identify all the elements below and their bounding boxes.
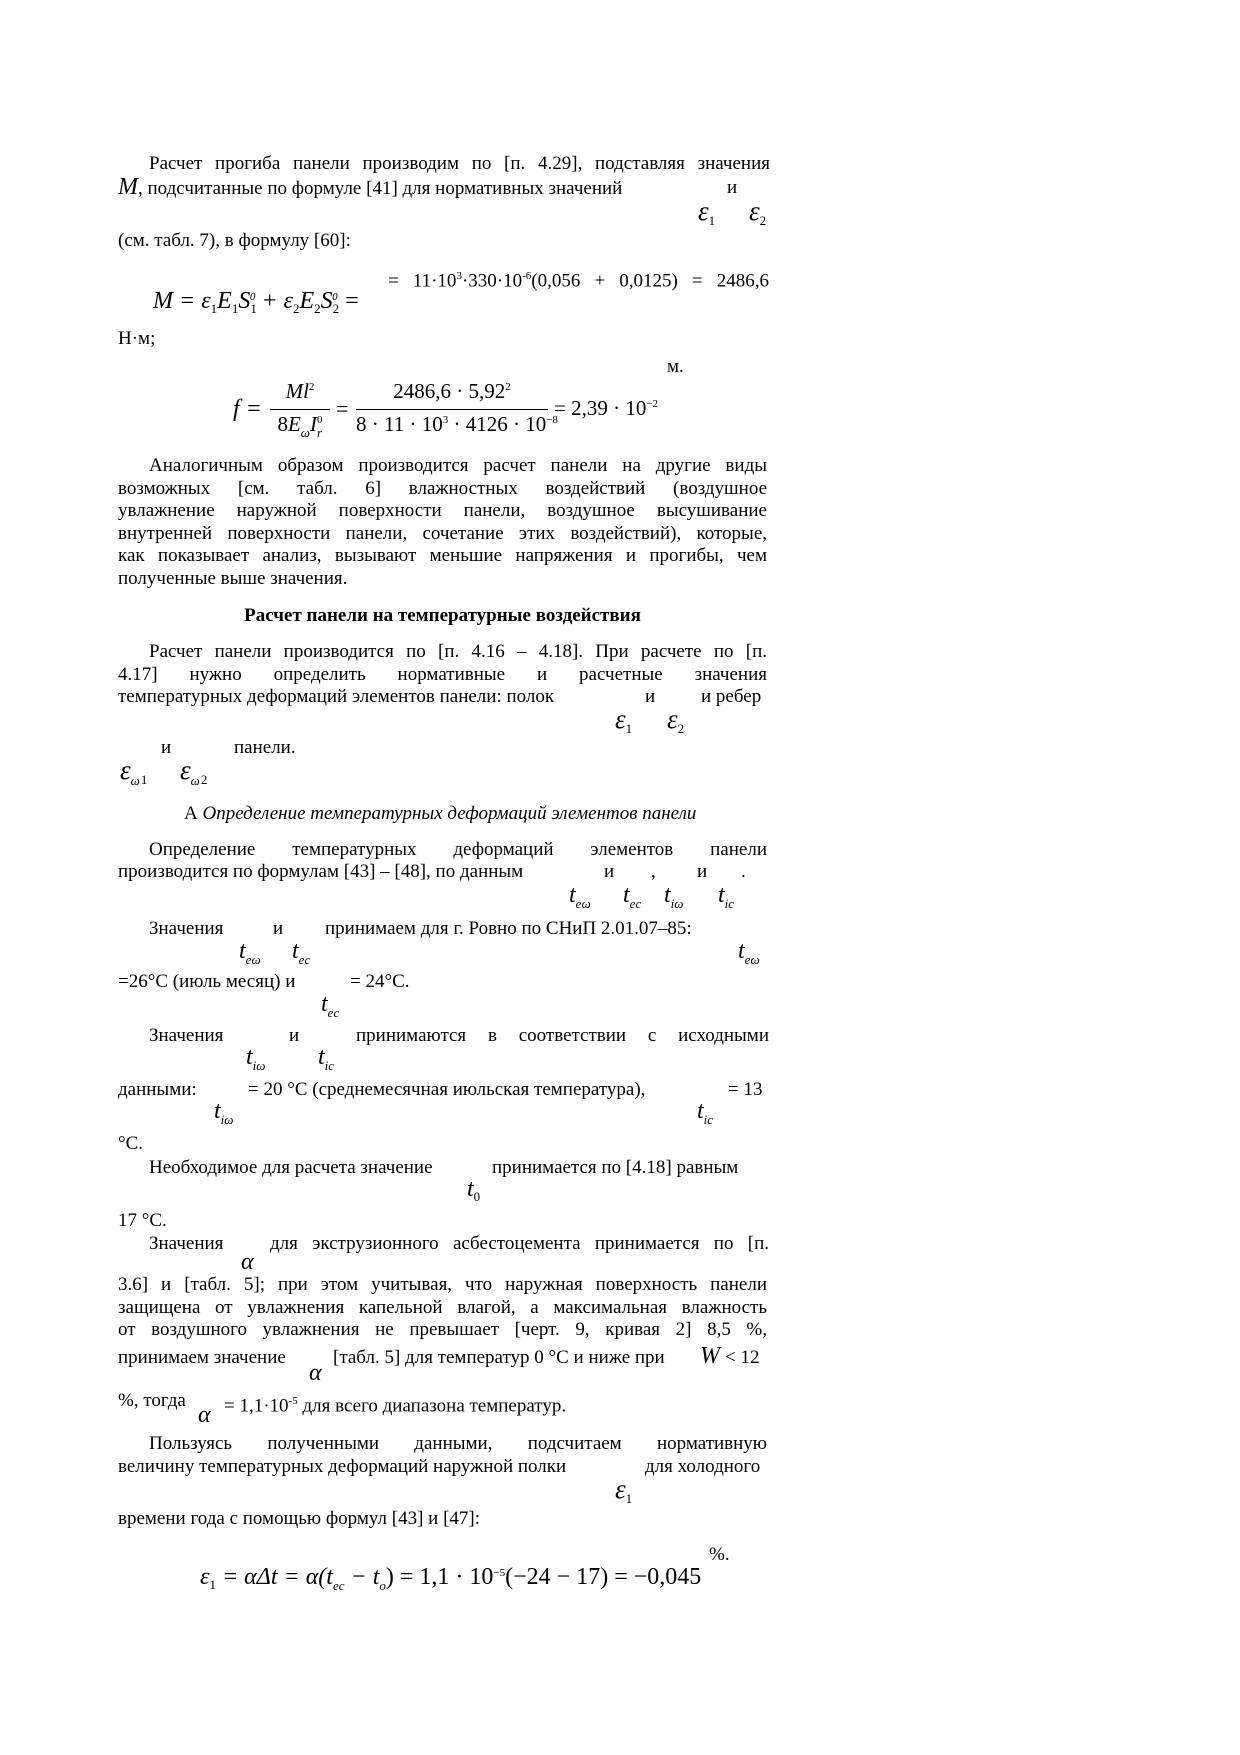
para2-line2: возможных [см. табл. 6] влажностных воздействий (воздушное: [118, 478, 767, 499]
formula-m-unit: Н·м;: [118, 328, 156, 349]
para1-line3: (см. табл. 7), в формулу [60]:: [118, 230, 351, 251]
symbol-eps2: $\varepsilon_2$: [667, 704, 685, 736]
para3-line4-and: и: [161, 737, 172, 758]
para2-last-line: полученные выше значения.: [118, 568, 348, 589]
symbol-t-e-omega: $t_{e\omega}$: [239, 938, 261, 967]
formula-f-bar-left: [270, 409, 330, 410]
formula-f-unit: м.: [667, 356, 684, 377]
formula-f-num-left: Ml$^2$: [285, 379, 315, 403]
para6-line1a: Значения: [149, 1025, 224, 1046]
formula-f-result: = $2,39 \cdot 10^{-2}$: [554, 396, 659, 420]
para6-line1b: принимаются в соответствии с исходными: [356, 1025, 769, 1046]
formula-m-lhs: $M = \varepsilon_1E_1S_1^0 + \varepsilon_2E_2S_2^0$ =: [153, 288, 360, 316]
section-heading: Расчет панели на температурные воздействия: [244, 605, 641, 626]
para7-line1a: Необходимое для расчета значение: [149, 1157, 433, 1178]
formula-f-eq1: =: [336, 396, 349, 421]
symbol-alpha: α: [198, 1402, 211, 1428]
para3-line3a: температурных деформаций элементов панели: полок: [118, 686, 555, 707]
para4-dot: .: [741, 861, 746, 882]
para8-line4: от воздушного увлажнения не превышает [черт. 9, кривая 2] 8,5 %,: [118, 1319, 767, 1340]
symbol-t-ec: $t_{ec}$: [623, 882, 642, 911]
para1-line1: Расчет прогиба панели производим по [п. 4.29], подставляя значения: [149, 153, 770, 174]
para9-line2a: величину температурных деформаций наружной полки: [118, 1456, 567, 1477]
formula-m-rhs: = $11\cdot 10^3\cdot 330\cdot 10^{-6}(0,056 + 0,0125) = 2486,6$: [388, 270, 769, 292]
symbol-eps2: $\varepsilon_2$: [749, 196, 767, 228]
para8-line3: защищена от увлажнения капельной влагой, а максимальная влажность: [118, 1297, 767, 1318]
symbol-W: W: [700, 1343, 720, 1369]
para6-and: и: [289, 1025, 300, 1046]
para8-line6: = $1,1\cdot 10^{-5}$ для всего диапазона температур.: [224, 1395, 567, 1417]
para2-line4: внутренней поверхности панели, сочетание этих воздействий), которые,: [118, 523, 767, 544]
para1-and: и: [727, 177, 738, 198]
formula-f-den-right: $8 \cdot 11 \cdot 10^3 \cdot 4126 \cdot 10^{-8}$: [356, 412, 558, 436]
para9-line2b: для холодного: [645, 1456, 761, 1477]
para6-line2b: = 20 °С (среднемесячная июльская температура),: [248, 1079, 646, 1100]
para7-line2: 17 °С.: [118, 1210, 167, 1231]
para4-and1: и: [604, 861, 615, 882]
para8-line5b: [табл. 5] для температур 0 °С и ниже при: [333, 1347, 665, 1368]
para6-line3: °С.: [118, 1133, 144, 1154]
para4-comma: ,: [651, 861, 656, 882]
symbol-t-e-omega: $t_{e\omega}$: [738, 938, 760, 967]
symbol-t-ec: $t_{ec}$: [292, 938, 311, 967]
para4-and2: и: [697, 861, 708, 882]
para3-line4b: панели.: [234, 737, 296, 758]
formula-f-den-left: $8E_\omega I_r^0$: [277, 412, 323, 440]
para2-line3: увлажнение наружной поверхности панели, воздушное высушивание: [118, 500, 767, 521]
symbol-eps-omega1: $\varepsilon_{\omega 1}$: [120, 755, 148, 788]
formula-f-lhs: f =: [233, 396, 262, 422]
formula-f-num-right: $2486,6 \cdot 5,92^2$: [393, 379, 511, 403]
para5-line1b: принимаем для г. Ровно по СНиП 2.01.07–85:: [325, 918, 692, 939]
formula-f-bar-right: [356, 409, 548, 410]
symbol-t-i-omega: $t_{i\omega}$: [214, 1098, 234, 1127]
para7-line1b: принимается по [4.18] равным: [492, 1157, 739, 1178]
para3-line3b: и ребер: [701, 686, 762, 707]
symbol-eps1: $\varepsilon_1$: [615, 704, 633, 736]
symbol-eps1: $\varepsilon_1$: [698, 196, 716, 228]
symbol-t-ic: $t_{ic}$: [697, 1098, 714, 1127]
para8-line1a: Значения: [149, 1233, 224, 1254]
para8-line5a: принимаем значение: [118, 1347, 286, 1368]
para8-line2: 3.6] и [табл. 5]; при этом учитывая, что наружная поверхность панели: [118, 1274, 767, 1295]
subsection-heading: А Определение температурных деформаций элементов панели: [184, 803, 697, 824]
para8-line6a: %, тогда: [118, 1390, 186, 1411]
formula-eps: $\varepsilon_1 = \alpha\Delta t = \alpha(t_{ec} - t_o) = 1,1 \cdot 10^{-5}(-24 - 17) = -0,045$: [200, 1564, 702, 1593]
symbol-alpha: α: [309, 1360, 322, 1386]
para6-line2c: = 13: [728, 1079, 763, 1100]
symbol-alpha: α: [241, 1249, 254, 1275]
symbol-t-ec: $t_{ec}$: [321, 991, 340, 1020]
symbol-t-e-omega: $t_{e\omega}$: [569, 882, 591, 911]
para4-line1: Определение температурных деформаций элементов панели: [149, 839, 767, 860]
para5-and: и: [273, 918, 284, 939]
formula-eps-unit: %.: [709, 1544, 730, 1565]
para4-line2a: производится по формулам [43] – [48], по данным: [118, 861, 524, 882]
para3-line2: 4.17] нужно определить нормативные и расчетные значения: [118, 664, 767, 685]
para8-line1b: для экструзионного асбестоцемента принимается по [п.: [270, 1233, 769, 1254]
symbol-t-i-omega: $t_{i\omega}$: [246, 1044, 266, 1073]
para8-line5c: < 12: [725, 1347, 760, 1368]
para9-line3: времени года с помощью формул [43] и [47]:: [118, 1508, 481, 1529]
symbol-t-ic: $t_{ic}$: [318, 1044, 335, 1073]
para2-line5: как показывает анализ, вызывают меньшие напряжения и прогибы, чем: [118, 545, 767, 566]
para1-line2: M, подсчитанные по формуле [41] для нормативных значений: [118, 174, 623, 200]
para2-line1: Аналогичным образом производится расчет панели на другие виды: [149, 455, 767, 476]
para5-line1a: Значения: [149, 918, 224, 939]
symbol-eps1: $\varepsilon_1$: [615, 1474, 633, 1506]
para3-line3-and: и: [645, 686, 656, 707]
symbol-eps-omega2: $\varepsilon_{\omega 2}$: [180, 755, 208, 788]
symbol-M: M: [118, 174, 138, 200]
para9-line1: Пользуясь полученными данными, подсчитаем нормативную: [149, 1433, 767, 1454]
symbol-t0: $t_0$: [467, 1176, 481, 1204]
para5-line2a: =26°С (июль месяц) и: [118, 971, 296, 992]
para3-line1: Расчет панели производится по [п. 4.16 – 4.18]. При расчете по [п.: [149, 641, 767, 662]
symbol-t-i-omega: $t_{i\omega}$: [664, 882, 684, 911]
para5-line2b: = 24°С.: [350, 971, 410, 992]
para6-line2a: данными:: [118, 1079, 197, 1100]
symbol-t-ic: $t_{ic}$: [718, 882, 735, 911]
